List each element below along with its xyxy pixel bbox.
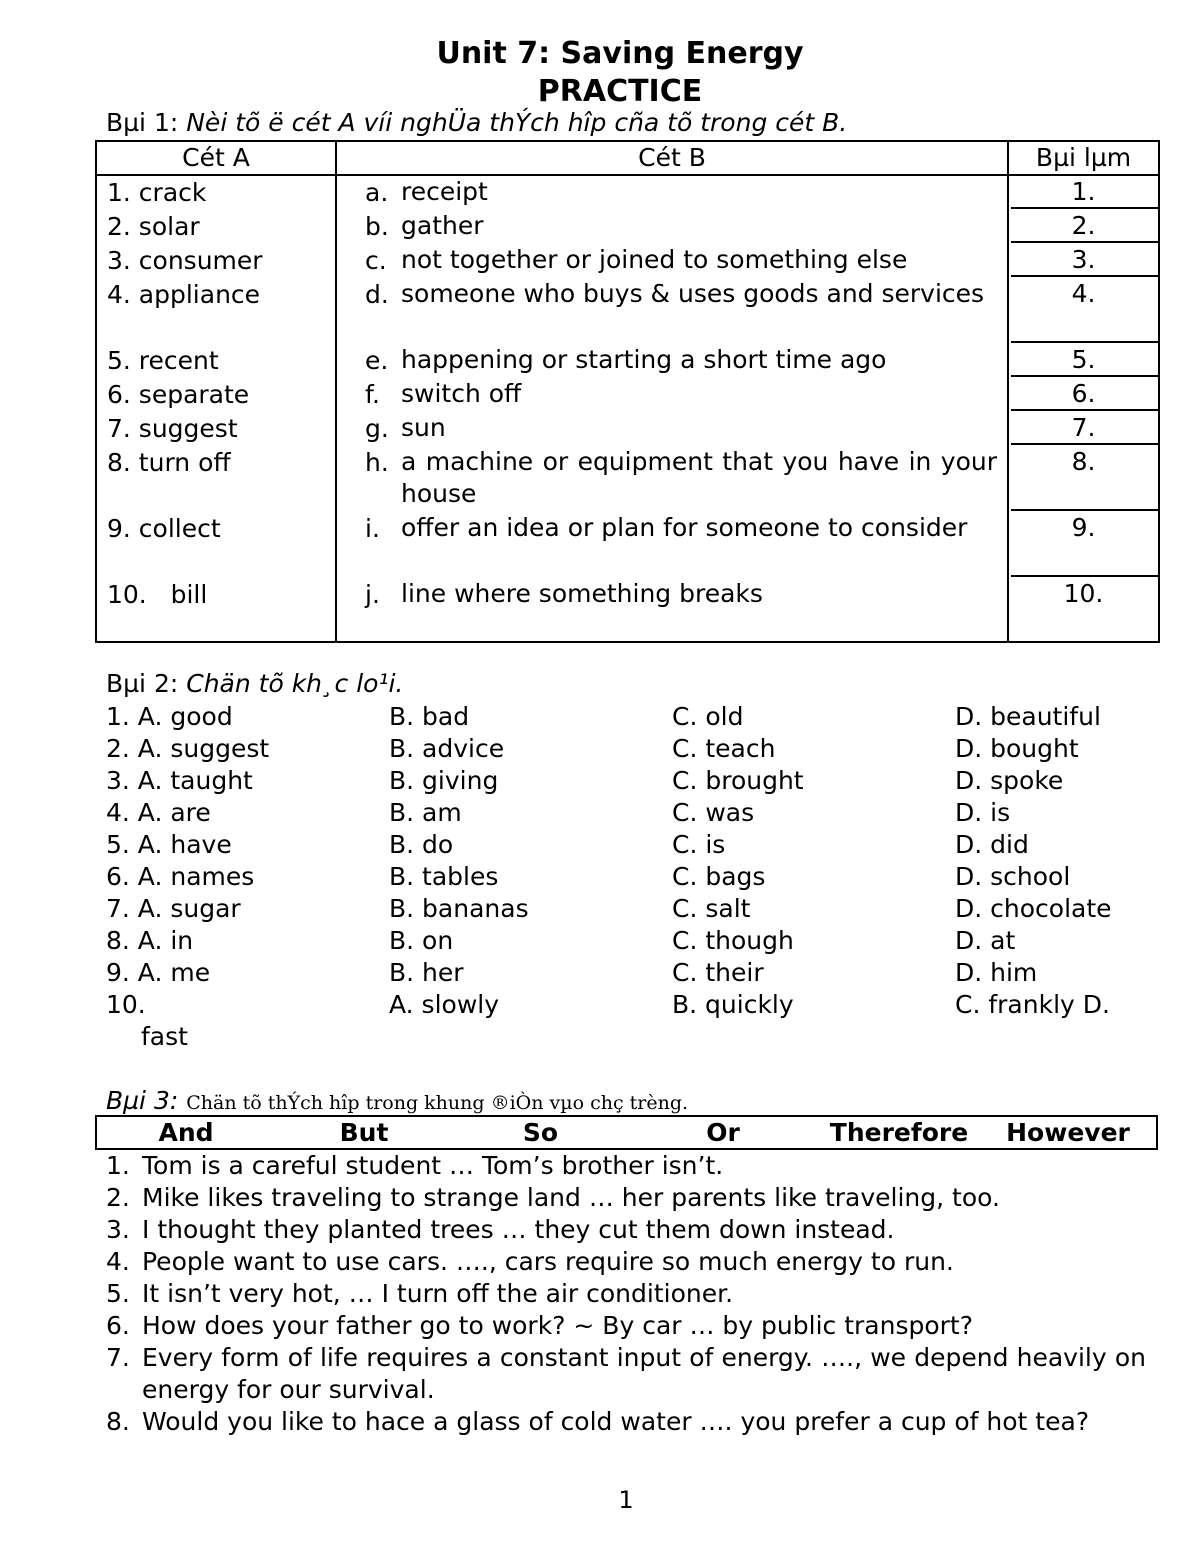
option-a: 2. A. suggest xyxy=(106,734,270,763)
word-bank-item: And xyxy=(158,1118,214,1147)
word-cell: 10. bill xyxy=(96,578,336,642)
list-item xyxy=(106,1406,1146,1438)
list-item xyxy=(106,1214,1146,1246)
option-d: D. beautiful xyxy=(955,702,1101,731)
list-item xyxy=(106,893,1166,925)
list-item xyxy=(106,797,1166,829)
word-cell: 4. appliance xyxy=(96,278,336,344)
exercise-1-label: Bµi 1: xyxy=(106,108,179,137)
question-number: 3. xyxy=(106,1215,130,1244)
list-item xyxy=(106,829,1166,861)
definition-cell xyxy=(336,578,1008,642)
exercise-2-heading xyxy=(106,669,403,698)
list-item xyxy=(106,861,1166,893)
word-bank-item: Or xyxy=(706,1118,740,1147)
table-row xyxy=(96,278,1159,344)
option-a: A. slowly xyxy=(389,990,500,1019)
question-number: 8. xyxy=(106,1407,130,1436)
definition-text: someone who buys & uses goods and services xyxy=(401,279,985,308)
option-b: B. her xyxy=(389,958,464,987)
table-row xyxy=(96,175,1159,210)
word-cell: 8. turn off xyxy=(96,446,336,512)
option-c-d: C. frankly D. xyxy=(955,990,1110,1019)
definition-letter: a. xyxy=(365,178,389,207)
definition-letter: j. xyxy=(365,580,380,609)
question-number: 7. xyxy=(106,1343,130,1372)
option-c: C. salt xyxy=(672,894,751,923)
option-d: D. him xyxy=(955,958,1038,987)
definition-text: receipt xyxy=(401,177,488,206)
table-row xyxy=(96,244,1159,278)
fill-in-questions xyxy=(106,1150,1146,1438)
definition-cell xyxy=(336,210,1008,244)
answer-line xyxy=(1011,409,1158,411)
page-number: 1 xyxy=(618,1486,634,1514)
answer-number: 5. xyxy=(1071,345,1096,374)
list-item xyxy=(106,957,1166,989)
page-subtitle: PRACTICE xyxy=(537,74,703,109)
option-d: D. school xyxy=(955,862,1071,891)
option-b: B. am xyxy=(389,798,462,827)
column-a-header: Cét A xyxy=(96,141,336,175)
option-d: D. at xyxy=(955,926,1016,955)
question-number: 5. xyxy=(106,1279,130,1308)
exercise-1-instruction: Nèi tõ ë cét A víi nghÜa thÝch hîp cña tõ trong cét B. xyxy=(186,108,848,137)
option-b: B. bad xyxy=(389,702,470,731)
answer-line xyxy=(1011,509,1158,511)
question-text: Mike likes traveling to strange land … her parents like traveling, too. xyxy=(142,1183,1000,1212)
answer-line xyxy=(1011,341,1158,343)
option-a: 4. A. are xyxy=(106,798,211,827)
table-row xyxy=(96,378,1159,412)
table-row xyxy=(96,578,1159,642)
table-row xyxy=(96,512,1159,578)
exercise-2-instruction: Chän tõ kh¸c lo¹i. xyxy=(186,669,404,698)
option-c: C. old xyxy=(672,702,744,731)
answer-blank[interactable] xyxy=(1008,344,1159,378)
answer-number: 6. xyxy=(1071,379,1096,408)
definition-letter: f. xyxy=(365,380,380,409)
definition-text: happening or starting a short time ago xyxy=(401,345,887,374)
question-number: 1. xyxy=(106,1151,130,1180)
list-item xyxy=(106,1182,1146,1214)
answer-column-header: Bµi lµm xyxy=(1008,141,1159,175)
odd-one-out-list xyxy=(106,701,1166,1053)
list-item xyxy=(106,1310,1146,1342)
column-b-header: Cét B xyxy=(336,141,1008,175)
question-text: Every form of life requires a constant input of energy. …., we depend heavily on energy for our survival. xyxy=(142,1343,1146,1404)
option-d: D. bought xyxy=(955,734,1079,763)
definition-text: line where something breaks xyxy=(401,579,763,608)
definition-letter: h. xyxy=(365,448,389,477)
definition-text: sun xyxy=(401,413,446,442)
matching-table-header xyxy=(96,141,1159,175)
question-number: 6. xyxy=(106,1311,130,1340)
word-cell: 1. crack xyxy=(96,175,336,210)
option-c: C. was xyxy=(672,798,755,827)
word-cell: 2. solar xyxy=(96,210,336,244)
list-item xyxy=(106,1150,1146,1182)
option-a: 3. A. taught xyxy=(106,766,253,795)
word-cell: 7. suggest xyxy=(96,412,336,446)
option-a: 1. A. good xyxy=(106,702,233,731)
exercise-3-label: Bµi 3: xyxy=(106,1086,179,1115)
definition-cell xyxy=(336,344,1008,378)
answer-blank[interactable] xyxy=(1008,210,1159,244)
answer-blank[interactable] xyxy=(1008,244,1159,278)
option-c: C. is xyxy=(672,830,726,859)
table-row xyxy=(96,446,1159,512)
exercise-3-instruction: Chän tõ thÝch hîp trong khung ®iÒn vµo chç trèng. xyxy=(186,1092,689,1114)
list-item xyxy=(106,989,1166,1021)
answer-blank[interactable] xyxy=(1008,412,1159,446)
option-b: B. do xyxy=(389,830,454,859)
definition-cell xyxy=(336,512,1008,578)
exercise-1-heading xyxy=(106,108,847,137)
table-row xyxy=(96,412,1159,446)
option-d: D. spoke xyxy=(955,766,1064,795)
question-number: 4. xyxy=(106,1247,130,1276)
definition-cell xyxy=(336,446,1008,512)
answer-blank[interactable] xyxy=(1008,578,1159,642)
option-a: 8. A. in xyxy=(106,926,194,955)
word-bank-item: But xyxy=(339,1118,389,1147)
answer-number: 2. xyxy=(1071,211,1096,240)
answer-line xyxy=(1011,575,1158,577)
table-row xyxy=(96,344,1159,378)
word-cell: 9. collect xyxy=(96,512,336,578)
option-a: 5. A. have xyxy=(106,830,232,859)
answer-line xyxy=(1011,207,1158,209)
answer-number: 8. xyxy=(1071,447,1096,476)
option-c: C. bags xyxy=(672,862,766,891)
option-c: C. though xyxy=(672,926,794,955)
word-bank-item: So xyxy=(522,1118,559,1147)
definition-cell xyxy=(336,278,1008,344)
option-d: D. is xyxy=(955,798,1011,827)
answer-blank[interactable] xyxy=(1008,512,1159,578)
definition-letter: i. xyxy=(365,514,380,543)
question-text: Would you like to hace a glass of cold water …. you prefer a cup of hot tea? xyxy=(142,1407,1090,1436)
question-number: 2. xyxy=(106,1183,130,1212)
answer-line xyxy=(1011,241,1158,243)
word-bank-item: Therefore xyxy=(829,1118,969,1147)
definition-letter: e. xyxy=(365,346,389,375)
list-item xyxy=(106,765,1166,797)
word-cell: 3. consumer xyxy=(96,244,336,278)
option-a: 6. A. names xyxy=(106,862,255,891)
definition-letter: g. xyxy=(365,414,389,443)
definition-cell xyxy=(336,244,1008,278)
definition-text: switch off xyxy=(401,379,522,408)
answer-number: 9. xyxy=(1071,513,1096,542)
answer-line xyxy=(1011,375,1158,377)
table-row xyxy=(96,210,1159,244)
list-item xyxy=(106,925,1166,957)
definition-cell xyxy=(336,412,1008,446)
option-b: B. bananas xyxy=(389,894,529,923)
answer-blank[interactable] xyxy=(1008,446,1159,512)
option-d: D. chocolate xyxy=(955,894,1112,923)
list-item xyxy=(106,1246,1146,1278)
definition-text: offer an idea or plan for someone to consider xyxy=(401,513,968,542)
option-a: 9. A. me xyxy=(106,958,211,987)
matching-table xyxy=(95,140,1160,643)
word-cell: 6. separate xyxy=(96,378,336,412)
question-text: I thought they planted trees … they cut them down instead. xyxy=(142,1215,895,1244)
exercise-2-label: Bµi 2: xyxy=(106,669,179,698)
option-b: B. tables xyxy=(389,862,499,891)
definition-text: a machine or equipment that you have in your house xyxy=(401,447,997,508)
option-d: D. did xyxy=(955,830,1029,859)
answer-number: 3. xyxy=(1071,245,1096,274)
definition-letter: d. xyxy=(365,280,389,309)
word-bank xyxy=(95,1115,1158,1150)
definition-cell xyxy=(336,378,1008,412)
list-item xyxy=(106,701,1166,733)
question-text: It isn’t very hot, … I turn off the air conditioner. xyxy=(142,1279,734,1308)
answer-number: 4. xyxy=(1071,279,1096,308)
list-item xyxy=(106,1342,1146,1406)
list-item xyxy=(106,733,1166,765)
option-b: B. on xyxy=(389,926,454,955)
definition-text: gather xyxy=(401,211,484,240)
word-bank-item: However xyxy=(1006,1118,1130,1147)
question-text: Tom is a careful student … Tom’s brother isn’t. xyxy=(142,1151,724,1180)
exercise-3-heading xyxy=(106,1086,688,1115)
option-c: C. teach xyxy=(672,734,776,763)
answer-number: 7. xyxy=(1071,413,1096,442)
answer-number: 1. xyxy=(1071,177,1096,206)
answer-blank[interactable] xyxy=(1008,378,1159,412)
answer-number: 10. xyxy=(1063,579,1104,608)
option-b: B. advice xyxy=(389,734,505,763)
definition-letter: c. xyxy=(365,246,387,275)
option-c: C. brought xyxy=(672,766,804,795)
option-a: 7. A. sugar xyxy=(106,894,241,923)
question-text: People want to use cars. …., cars require so much energy to run. xyxy=(142,1247,954,1276)
question-number: 10. xyxy=(106,990,146,1019)
question-text: How does your father go to work? ~ By car … by public transport? xyxy=(142,1311,973,1340)
page-title: Unit 7: Saving Energy xyxy=(436,36,804,71)
answer-blank[interactable] xyxy=(1008,175,1159,210)
definition-letter: b. xyxy=(365,212,389,241)
answer-blank[interactable] xyxy=(1008,278,1159,344)
option-d-continuation: fast xyxy=(141,1022,188,1051)
definition-cell xyxy=(336,175,1008,210)
answer-line xyxy=(1011,443,1158,445)
definition-text: not together or joined to something else xyxy=(401,245,908,274)
option-b: B. giving xyxy=(389,766,499,795)
word-cell: 5. recent xyxy=(96,344,336,378)
option-c: C. their xyxy=(672,958,764,987)
option-b: B. quickly xyxy=(672,990,794,1019)
list-item xyxy=(106,1278,1146,1310)
answer-line xyxy=(1011,275,1158,277)
